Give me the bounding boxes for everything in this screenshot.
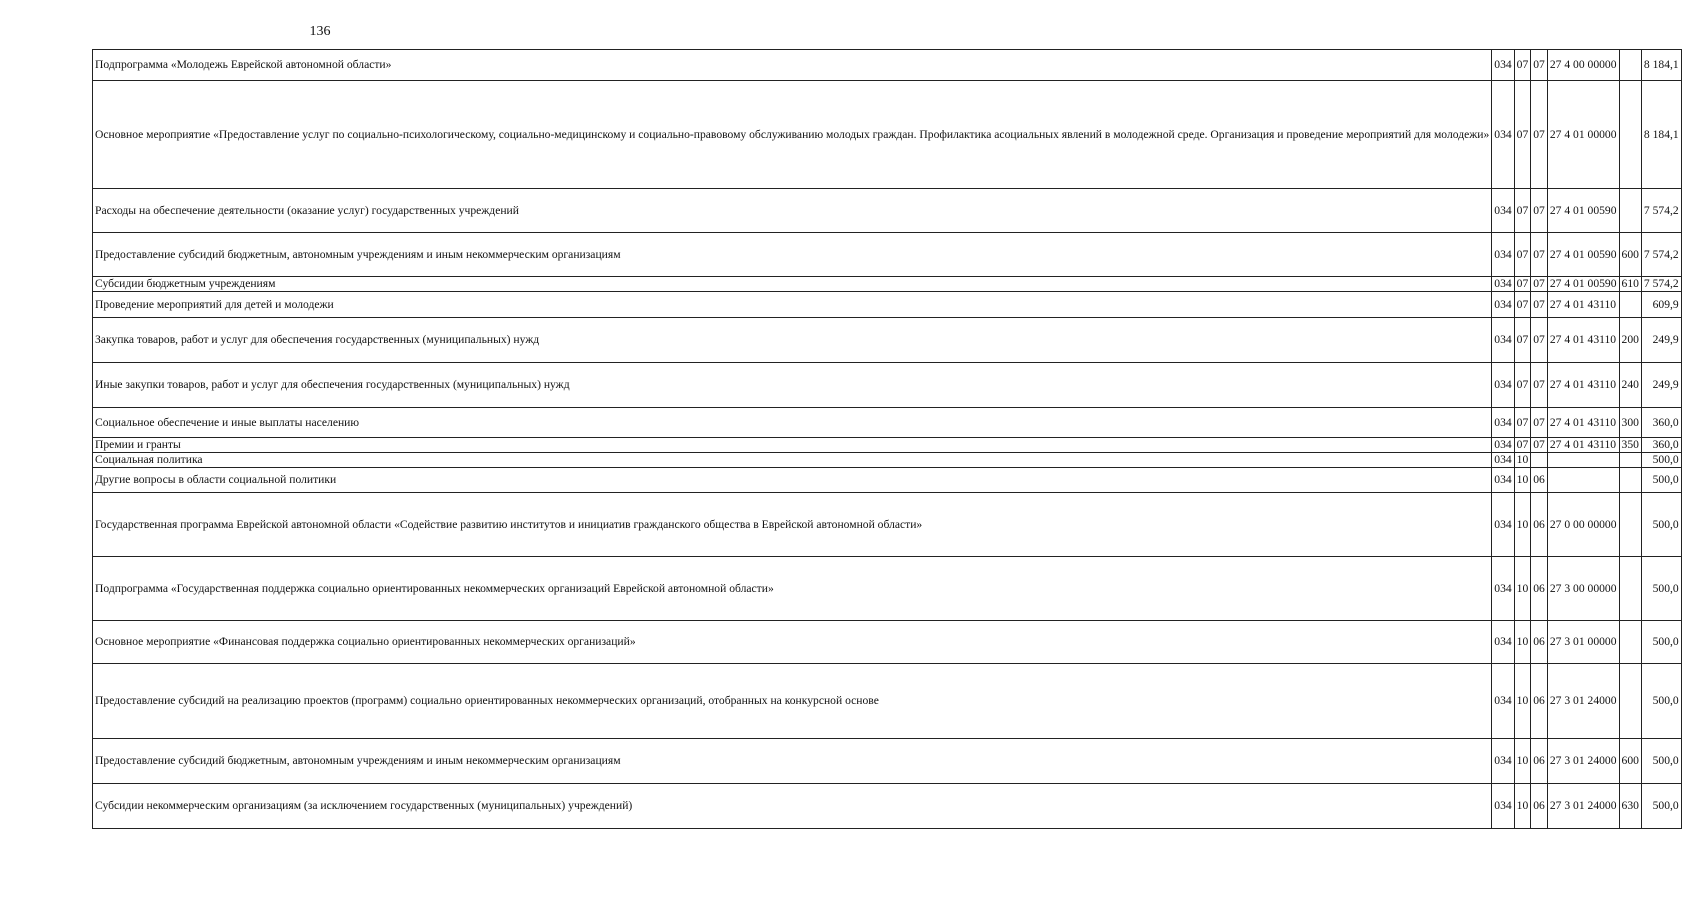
- row-gr-code: 034: [1492, 664, 1514, 739]
- row-gr-code: 034: [1492, 233, 1514, 277]
- row-sum: 500,0: [1641, 468, 1681, 493]
- table-row: [93, 557, 1682, 621]
- row-pr-code: 07: [1531, 408, 1548, 438]
- row-vr-code: [1619, 621, 1641, 664]
- row-sum: 8 184,1: [1641, 81, 1681, 189]
- row-cs-code: [1547, 453, 1619, 468]
- row-sum: 360,0: [1641, 438, 1681, 453]
- table-row: [93, 277, 1682, 292]
- table-row: [93, 408, 1682, 438]
- row-sum: 7 574,2: [1641, 189, 1681, 233]
- row-gr-code: 034: [1492, 363, 1514, 408]
- row-sum: 500,0: [1641, 664, 1681, 739]
- row-gr-code: 034: [1492, 784, 1514, 829]
- row-cs-code: 27 4 01 00590: [1547, 277, 1619, 292]
- row-sum: 249,9: [1641, 363, 1681, 408]
- row-name: Предоставление субсидий на реализацию проектов (программ) социально ориентированных некоммерческих организаций, отобранных на конкурсной основе: [93, 664, 1492, 739]
- table-row: [93, 784, 1682, 829]
- row-cs-code: 27 4 00 00000: [1547, 50, 1619, 81]
- row-gr-code: 034: [1492, 50, 1514, 81]
- row-pr-code: 06: [1531, 493, 1548, 557]
- row-rz-code: 07: [1514, 277, 1531, 292]
- table-row: [93, 318, 1682, 363]
- row-sum: 8 184,1: [1641, 50, 1681, 81]
- row-pr-code: 07: [1531, 318, 1548, 363]
- row-vr-code: [1619, 50, 1641, 81]
- row-vr-code: [1619, 292, 1641, 318]
- row-rz-code: 07: [1514, 189, 1531, 233]
- row-rz-code: 07: [1514, 50, 1531, 81]
- row-rz-code: 07: [1514, 233, 1531, 277]
- row-rz-code: 10: [1514, 664, 1531, 739]
- row-pr-code: 07: [1531, 292, 1548, 318]
- table-row: [93, 363, 1682, 408]
- row-cs-code: 27 4 01 00590: [1547, 189, 1619, 233]
- row-gr-code: 034: [1492, 557, 1514, 621]
- row-cs-code: 27 3 00 00000: [1547, 557, 1619, 621]
- row-vr-code: 240: [1619, 363, 1641, 408]
- row-vr-code: 200: [1619, 318, 1641, 363]
- row-name: Расходы на обеспечение деятельности (оказание услуг) государственных учреждений: [93, 189, 1492, 233]
- row-pr-code: 06: [1531, 664, 1548, 739]
- row-cs-code: 27 4 01 43110: [1547, 292, 1619, 318]
- row-gr-code: 034: [1492, 739, 1514, 784]
- row-rz-code: 10: [1514, 557, 1531, 621]
- row-name: Премии и гранты: [93, 438, 1492, 453]
- row-gr-code: 034: [1492, 408, 1514, 438]
- row-pr-code: 06: [1531, 621, 1548, 664]
- row-name: Подпрограмма «Молодежь Еврейской автономной области»: [93, 50, 1492, 81]
- row-gr-code: 034: [1492, 81, 1514, 189]
- row-cs-code: 27 4 01 43110: [1547, 438, 1619, 453]
- row-vr-code: 600: [1619, 739, 1641, 784]
- row-rz-code: 10: [1514, 621, 1531, 664]
- row-name: Социальная политика: [93, 453, 1492, 468]
- table-row: [93, 664, 1682, 739]
- table-row: [93, 468, 1682, 493]
- row-sum: 7 574,2: [1641, 277, 1681, 292]
- row-vr-code: [1619, 557, 1641, 621]
- row-cs-code: 27 4 01 43110: [1547, 408, 1619, 438]
- row-name: Государственная программа Еврейской автономной области «Содействие развитию институтов и инициатив гражданского общества в Еврейской автономной области»: [93, 493, 1492, 557]
- row-sum: 7 574,2: [1641, 233, 1681, 277]
- row-pr-code: [1531, 453, 1548, 468]
- row-sum: 500,0: [1641, 557, 1681, 621]
- row-pr-code: 07: [1531, 277, 1548, 292]
- row-gr-code: 034: [1492, 621, 1514, 664]
- row-pr-code: 06: [1531, 468, 1548, 493]
- row-name: Основное мероприятие «Предоставление услуг по социально-психологическому, социально-медицинскому и социально-правовому обслуживанию молодых граждан. Профилактика асоциальных явлений в молодежной среде. Организация и проведение мероприятий для молодежи»: [93, 81, 1492, 189]
- row-pr-code: 07: [1531, 438, 1548, 453]
- table-row: [93, 739, 1682, 784]
- row-name: Предоставление субсидий бюджетным, автономным учреждениям и иным некоммерческим организациям: [93, 739, 1492, 784]
- row-name: Другие вопросы в области социальной политики: [93, 468, 1492, 493]
- table-row: [93, 453, 1682, 468]
- row-name: Предоставление субсидий бюджетным, автономным учреждениям и иным некоммерческим организациям: [93, 233, 1492, 277]
- row-pr-code: 06: [1531, 739, 1548, 784]
- row-rz-code: 07: [1514, 363, 1531, 408]
- row-gr-code: 034: [1492, 277, 1514, 292]
- row-cs-code: 27 3 01 00000: [1547, 621, 1619, 664]
- row-vr-code: [1619, 493, 1641, 557]
- row-vr-code: 600: [1619, 233, 1641, 277]
- row-sum: 500,0: [1641, 739, 1681, 784]
- row-name: Основное мероприятие «Финансовая поддержка социально ориентированных некоммерческих организаций»: [93, 621, 1492, 664]
- row-vr-code: [1619, 664, 1641, 739]
- budget-table-body: [93, 50, 1682, 829]
- row-gr-code: 034: [1492, 453, 1514, 468]
- table-row: [93, 189, 1682, 233]
- budget-table: [92, 49, 1682, 829]
- row-vr-code: 300: [1619, 408, 1641, 438]
- row-gr-code: 034: [1492, 189, 1514, 233]
- row-rz-code: 10: [1514, 453, 1531, 468]
- row-vr-code: [1619, 453, 1641, 468]
- row-name: Субсидии некоммерческим организациям (за исключением государственных (муниципальных) учреждений): [93, 784, 1492, 829]
- row-pr-code: 07: [1531, 81, 1548, 189]
- row-cs-code: 27 3 01 24000: [1547, 664, 1619, 739]
- row-vr-code: 350: [1619, 438, 1641, 453]
- row-vr-code: [1619, 81, 1641, 189]
- row-pr-code: 06: [1531, 557, 1548, 621]
- row-sum: 500,0: [1641, 453, 1681, 468]
- table-row: [93, 233, 1682, 277]
- row-pr-code: 07: [1531, 233, 1548, 277]
- table-row: [93, 438, 1682, 453]
- row-cs-code: 27 4 01 43110: [1547, 363, 1619, 408]
- row-gr-code: 034: [1492, 468, 1514, 493]
- row-name: Иные закупки товаров, работ и услуг для обеспечения государственных (муниципальных) нужд: [93, 363, 1492, 408]
- row-name: Субсидии бюджетным учреждениям: [93, 277, 1492, 292]
- row-vr-code: [1619, 468, 1641, 493]
- row-rz-code: 07: [1514, 318, 1531, 363]
- row-pr-code: 06: [1531, 784, 1548, 829]
- table-row: [93, 81, 1682, 189]
- row-vr-code: 630: [1619, 784, 1641, 829]
- row-rz-code: 10: [1514, 784, 1531, 829]
- row-sum: 500,0: [1641, 621, 1681, 664]
- row-cs-code: [1547, 468, 1619, 493]
- row-pr-code: 07: [1531, 189, 1548, 233]
- row-name: Закупка товаров, работ и услуг для обеспечения государственных (муниципальных) нужд: [93, 318, 1492, 363]
- row-rz-code: 10: [1514, 739, 1531, 784]
- row-gr-code: 034: [1492, 318, 1514, 363]
- row-cs-code: 27 4 01 00000: [1547, 81, 1619, 189]
- row-rz-code: 07: [1514, 408, 1531, 438]
- page-number: 136: [309, 24, 331, 39]
- row-name: Проведение мероприятий для детей и молодежи: [93, 292, 1492, 318]
- row-gr-code: 034: [1492, 493, 1514, 557]
- row-cs-code: 27 4 01 43110: [1547, 318, 1619, 363]
- row-rz-code: 10: [1514, 468, 1531, 493]
- row-gr-code: 034: [1492, 292, 1514, 318]
- row-name: Социальное обеспечение и иные выплаты населению: [93, 408, 1492, 438]
- row-gr-code: 034: [1492, 438, 1514, 453]
- row-sum: 500,0: [1641, 784, 1681, 829]
- row-name: Подпрограмма «Государственная поддержка социально ориентированных некоммерческих организаций Еврейской автономной области»: [93, 557, 1492, 621]
- row-cs-code: 27 3 01 24000: [1547, 739, 1619, 784]
- row-sum: 249,9: [1641, 318, 1681, 363]
- row-rz-code: 07: [1514, 292, 1531, 318]
- row-vr-code: 610: [1619, 277, 1641, 292]
- row-rz-code: 07: [1514, 438, 1531, 453]
- row-pr-code: 07: [1531, 363, 1548, 408]
- row-rz-code: 07: [1514, 81, 1531, 189]
- table-row: [93, 292, 1682, 318]
- row-sum: 360,0: [1641, 408, 1681, 438]
- table-row: [93, 50, 1682, 81]
- row-vr-code: [1619, 189, 1641, 233]
- row-rz-code: 10: [1514, 493, 1531, 557]
- row-cs-code: 27 0 00 00000: [1547, 493, 1619, 557]
- row-cs-code: 27 4 01 00590: [1547, 233, 1619, 277]
- row-sum: 609,9: [1641, 292, 1681, 318]
- table-row: [93, 493, 1682, 557]
- row-sum: 500,0: [1641, 493, 1681, 557]
- row-pr-code: 07: [1531, 50, 1548, 81]
- table-row: [93, 621, 1682, 664]
- row-cs-code: 27 3 01 24000: [1547, 784, 1619, 829]
